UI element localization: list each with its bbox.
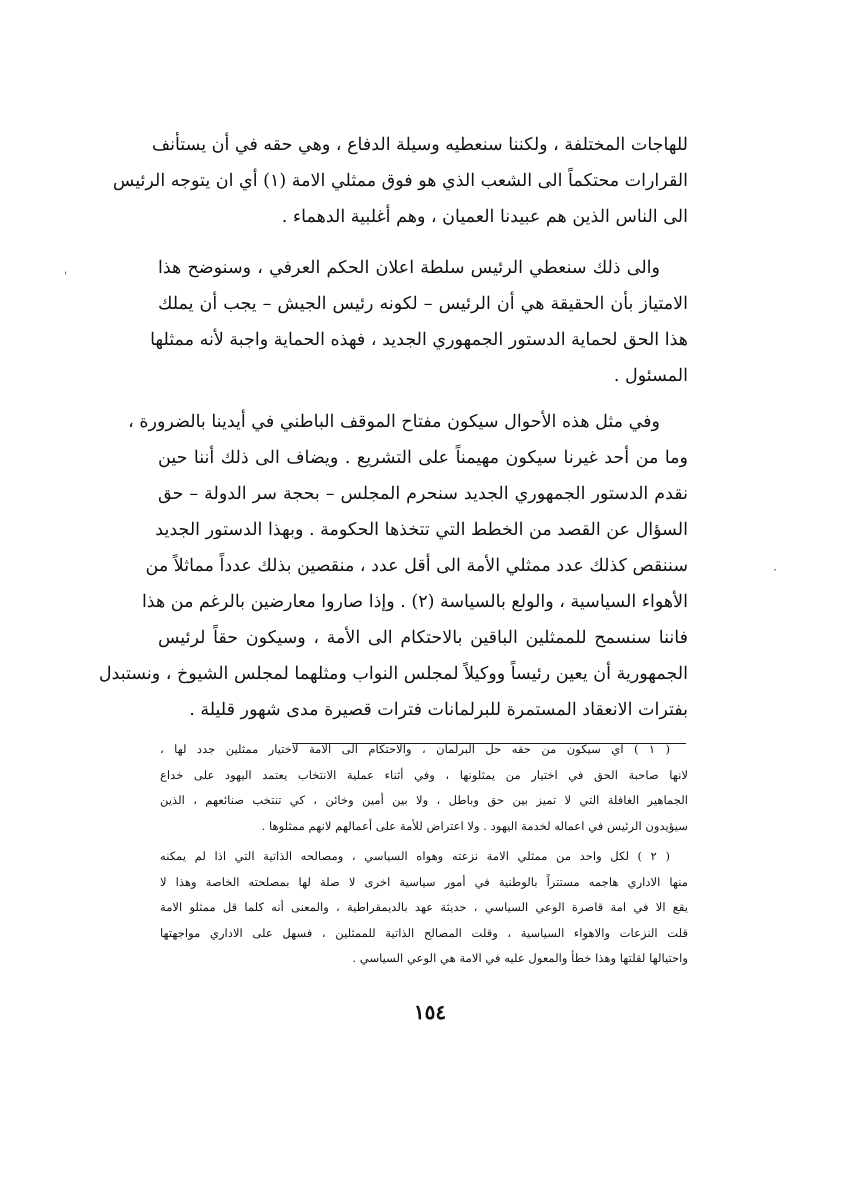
text-line: وفي مثل هذه الأحوال سيكون مفتاح الموقف الباطني في أيدينا بالضرورة ، [128, 412, 660, 432]
footnote-line: قلت النزعات والاهواء السياسية ، وقلت المصالح الذاتية للممثلين ، فسهل على الاداري مواجهتها [160, 925, 688, 940]
footnote-line: واحتيالها لقلتها وهذا خطأ والمعول عليه في الامة هي الوعي السياسي . [352, 951, 688, 965]
footnote-2 [160, 844, 688, 972]
footnote-line: يقع الا في امة قاصرة الوعي السياسي ، حديثة عهد بالديمقراطية ، والمعنى أنه كلما قل ممثلو الامة [160, 900, 688, 914]
text-line: سننقص كذلك عدد ممثلي الأمة الى أقل عدد ، منقصين بذلك عدداً مماثلاً من [145, 556, 688, 576]
text-line: بفترات الانعقاد المستمرة للبرلمانات فترات قصيرة مدى شهور قليلة . [189, 700, 688, 720]
paragraph-1 [112, 127, 688, 235]
text-line: نقدم الدستور الجمهوري الجديد سنحرم المجلس – بحجة سر الدولة – حق [158, 484, 688, 504]
text-line: هذا الحق لحماية الدستور الجمهوري الجديد ، فهذه الحماية واجبة لأنه ممثلها [150, 330, 688, 350]
paragraph-3 [98, 404, 688, 728]
margin-dot-mark: ˌ [64, 262, 68, 276]
text-line: السؤال عن القصد من الخطط التي تتخذها الحكومة . وبهذا الدستور الجديد [155, 520, 688, 540]
footnote-line: ( ١ ) اي سيكون من حقه حل البرلمان ، والاحتكام الى الامة لاختيار ممثلين جدد لها ، [160, 742, 670, 756]
footnote-line: الجماهير الغافلة التي لا تميز بين حق وباطل ، ولا بين أمين وخائن ، كي تنتخب صنائعهم ، الذين [160, 793, 688, 807]
text-line: الى الناس الذين هم عبيدنا العميان ، وهم أغلبية الدهماء . [281, 207, 688, 227]
footnote-1 [160, 737, 688, 839]
text-line: القرارات محتكماً الى الشعب الذي هو فوق ممثلي الامة (١) أي ان يتوجه الرئيس [112, 171, 688, 191]
footnote-line: سيؤيدون الرئيس في اعماله لخدمة اليهود . ولا اعتراض للأمة على أعمالهم لانهم ممثلوها . [261, 818, 688, 833]
text-line: الأهواء السياسية ، والولع بالسياسة (٢) . وإذا صاروا معارضين بالرغم من هذا [141, 592, 688, 612]
page-number: ١٥٤ [413, 1000, 447, 1024]
text-line: المسئول . [613, 366, 688, 386]
text-line: وما من أحد غيرنا سيكون مهيمناً على التشريع . ويضاف الى ذلك أننا حين [158, 448, 688, 468]
footnote-line: لانها صاحبة الحق في اختيار من يمثلونها ، وفي أثناء عملية الانتخاب يعتمد اليهود على خداع [160, 767, 688, 782]
text-line: الجمهورية أن يعين رئيساً ووكيلاً لمجلس النواب ومثلهما لمجلس الشيوخ ، ونستبدل [98, 664, 688, 684]
text-line: الامتياز بأن الحقيقة هي أن الرئيس – لكونه رئيس الجيش – يجب أن يملك [158, 294, 688, 314]
text-line: والى ذلك سنعطي الرئيس سلطة اعلان الحكم العرفي ، وسنوضح هذا [158, 258, 660, 278]
paragraph-2 [150, 250, 688, 394]
footnote-line: منها الاداري هاجمه مستتراً بالوطنية في أمور سياسية اخرى لا صلة لها بمصلحته الخاصة وهذا لا [160, 874, 688, 889]
footnote-line: ( ٢ ) لكل واحد من ممثلي الامة نزعته وهواه السياسي ، ومصالحه الذاتية التي اذا لم يمكنه [160, 849, 670, 863]
text-line: للهاجات المختلفة ، ولكننا سنعطيه وسيلة الدفاع ، وهي حقه في أن يستأنف [151, 135, 688, 155]
text-line: فاننا سنسمح للممثلين الباقين بالاحتكام الى الأمة ، وسيكون حقاً لرئيس [158, 628, 688, 648]
margin-dot-mark: · [773, 563, 777, 577]
